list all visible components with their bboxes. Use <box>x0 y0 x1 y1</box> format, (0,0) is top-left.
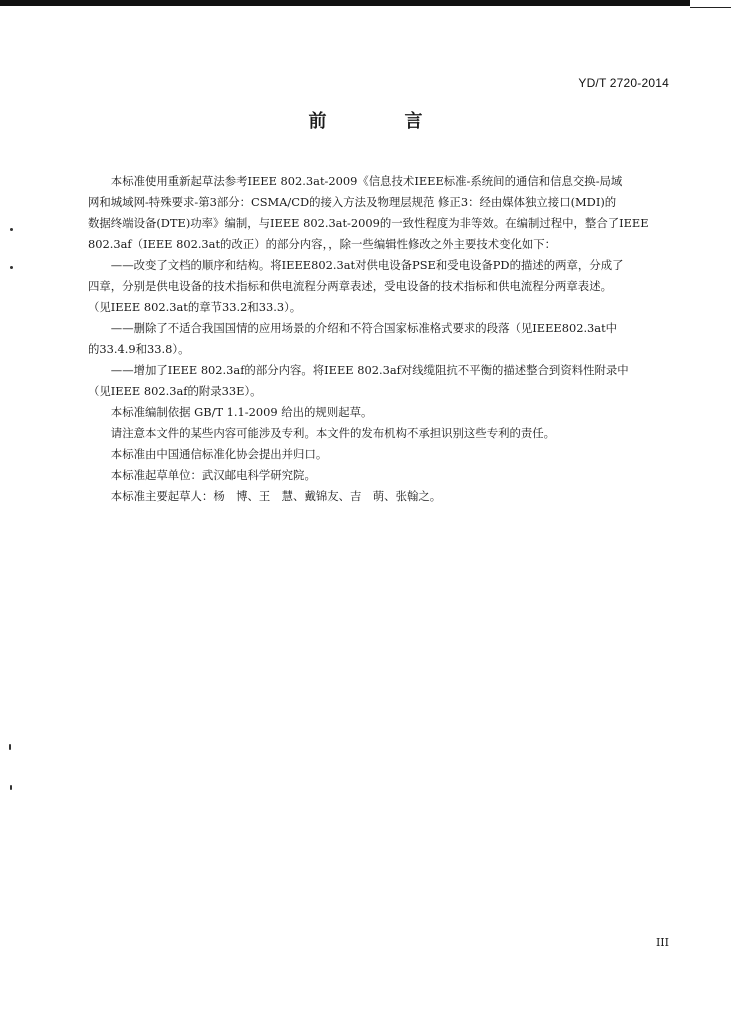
text-line: 的33.4.9和33.8）。 <box>88 342 190 356</box>
paragraph-drafting-unit <box>88 465 671 486</box>
text-line: ——增加了IEEE 802.3af的部分内容。将IEEE 802.3af对线缆阻抗不平衡的描述整合到资料性附录中 <box>110 363 629 377</box>
text-line: 数据终端设备(DTE)功率》编制，与IEEE 802.3at-2009的一致性程度为非等效。在编制过程中，整合了IEEE <box>88 216 649 230</box>
text-line: 本标准编制依据 GB/T 1.1-2009 给出的规则起草。 <box>110 405 373 419</box>
top-border-thin-rule <box>690 7 731 8</box>
paragraph-change-delete <box>88 318 671 360</box>
scan-artifact <box>10 228 13 231</box>
text-line: 四章，分别是供电设备的技术指标和供电流程分两章表述，受电设备的技术指标和供电流程分两章表述。 <box>88 279 612 293</box>
foreword-body <box>88 171 671 507</box>
scan-artifact <box>10 785 12 790</box>
text-line: 请注意本文件的某些内容可能涉及专利。本文件的发布机构不承担识别这些专利的责任。 <box>110 426 556 440</box>
text-line: 本标准由中国通信标准化协会提出并归口。 <box>110 447 328 461</box>
text-line: 802.3af（IEEE 802.3at的改正）的部分内容，，除一些编辑性修改之外主要技术变化如下： <box>88 237 557 251</box>
paragraph-drafting-basis <box>88 402 671 423</box>
scan-artifact <box>10 266 13 269</box>
top-border-rule <box>0 0 731 6</box>
text-line: 本标准使用重新起草法参考IEEE 802.3at-2009《信息技术IEEE标准-系统间的通信和信息交换-局域 <box>110 174 623 188</box>
text-line: ——改变了文档的顺序和结构。将IEEE802.3at对供电设备PSE和受电设备PD的描述的两章，分成了 <box>110 258 624 272</box>
page-number: III <box>655 936 669 949</box>
text-line: 本标准主要起草人：杨 博、王 慧、戴锦友、吉 萌、张翰之。 <box>110 489 442 503</box>
text-line: 本标准起草单位：武汉邮电科学研究院。 <box>110 468 316 482</box>
scan-artifact <box>9 744 11 750</box>
text-line: 网和城域网-特殊要求-第3部分：CSMA/CD的接入方法及物理层规范 修正3：经由媒体独立接口(MDI)的 <box>88 195 617 209</box>
paragraph-change-add <box>88 360 671 402</box>
paragraph-proposer <box>88 444 671 465</box>
top-border-gap <box>690 0 731 6</box>
standard-code: YD/T 2720-2014 <box>578 76 669 90</box>
text-line: （见IEEE 802.3at的章节33.2和33.3）。 <box>88 300 302 314</box>
paragraph-patent-notice <box>88 423 671 444</box>
text-line: （见IEEE 802.3af的附录33E）。 <box>88 384 262 398</box>
page-title: 前 言 <box>308 111 453 132</box>
text-line: ——删除了不适合我国国情的应用场景的介绍和不符合国家标准格式要求的段落（见IEEE802.3at中 <box>110 321 618 335</box>
paragraph-intro <box>88 171 671 255</box>
paragraph-drafters <box>88 486 671 507</box>
paragraph-change-structure <box>88 255 671 318</box>
